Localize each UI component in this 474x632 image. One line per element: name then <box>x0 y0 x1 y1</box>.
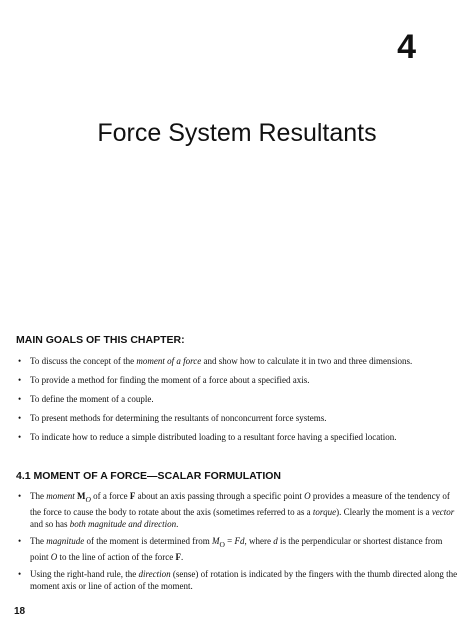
goals-heading: MAIN GOALS OF THIS CHAPTER: <box>16 334 185 346</box>
list-item <box>16 393 462 405</box>
body-text: of a force <box>90 491 130 501</box>
body-text: (sense) of rotation is indicated by the fingers with the thumb directed along the moment axis or line of action of the moment. <box>30 568 458 591</box>
body-text: The <box>30 535 47 546</box>
bullet-icon: • <box>18 375 22 385</box>
symbol-text: M <box>74 491 86 501</box>
bullet-icon: • <box>18 535 22 546</box>
symbol-text: O <box>304 491 311 501</box>
subscript-text: O <box>85 494 91 504</box>
body-text: . <box>180 551 184 562</box>
body-text: Using the right-hand rule, the <box>30 568 139 579</box>
goal-text: To provide a method for finding the moment of a force about a specified axis. <box>30 375 310 385</box>
body-text: of the moment is determined from <box>84 535 212 546</box>
list-item <box>16 355 462 367</box>
symbol-text: O <box>50 551 58 562</box>
page-number: 18 <box>14 606 26 617</box>
list-item <box>16 431 462 443</box>
section-list <box>16 490 462 597</box>
emphasis-text: both magnitude and direction <box>69 518 177 529</box>
list-item <box>16 374 462 386</box>
symbol-text: M <box>211 535 220 546</box>
chapter-title: Force System Resultants <box>97 119 377 147</box>
body-text: = <box>224 535 235 546</box>
goal-text: To define the moment of a couple. <box>30 394 154 404</box>
body-text: provides a measure of the tendency of the force to cause the body to rotate about the axis (sometimes referred to as a <box>30 491 450 517</box>
goal-text: and show how to calculate it in two and three dimensions. <box>201 356 413 366</box>
symbol-text: F <box>129 491 136 501</box>
bullet-icon: • <box>18 356 22 366</box>
emphasis-text: torque <box>312 506 337 517</box>
symbol-text: Fd <box>234 535 245 546</box>
subscript-text: O <box>219 539 225 549</box>
body-text: about an axis passing through a specific point <box>135 491 305 501</box>
body-text: , where <box>244 535 274 546</box>
symbol-text: d <box>273 535 278 546</box>
bullet-icon: • <box>18 491 22 501</box>
goal-text: To indicate how to reduce a simple distributed loading to a resultant force having a specified location. <box>30 432 397 442</box>
goal-text: To present methods for determining the resultants of nonconcurrent force systems. <box>30 413 327 423</box>
chapter-number: 4 <box>397 28 416 66</box>
list-item <box>16 490 462 530</box>
emphasis-text: vector <box>431 506 455 517</box>
bullet-icon: • <box>18 568 22 579</box>
bullet-icon: • <box>18 394 22 404</box>
bullet-icon: • <box>18 432 22 442</box>
list-item <box>16 535 462 563</box>
list-item <box>16 568 462 592</box>
body-text: ). Clearly the moment is a <box>336 506 432 517</box>
list-item <box>16 412 462 424</box>
section-heading: 4.1 MOMENT OF A FORCE—SCALAR FORMULATION <box>16 470 282 482</box>
body-text: . <box>176 518 179 529</box>
bullet-icon: • <box>18 413 22 423</box>
symbol-text: F <box>175 551 181 562</box>
emphasis-text: moment <box>46 491 75 501</box>
body-text: is the perpendicular or shortest distance from point <box>30 535 443 562</box>
goal-text: To discuss the concept of the <box>30 356 137 366</box>
goals-list <box>16 355 462 450</box>
body-text: and so has <box>30 518 70 529</box>
emphasis-text: direction <box>138 568 171 579</box>
emphasis-text: magnitude <box>46 535 85 546</box>
goal-emphasis: moment of a force <box>136 356 202 366</box>
body-text: The <box>30 491 47 501</box>
body-text: to the line of action of the force <box>57 551 176 562</box>
